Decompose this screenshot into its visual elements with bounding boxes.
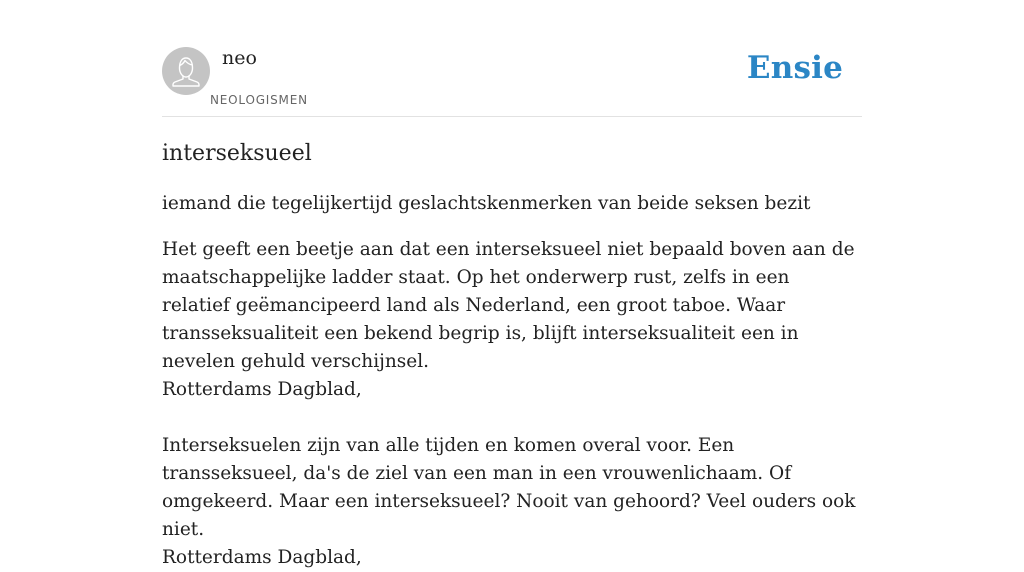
username-link[interactable]: neo bbox=[222, 47, 257, 69]
category-link[interactable]: NEOLOGISMEN bbox=[210, 93, 308, 107]
entry-word: interseksueel bbox=[162, 141, 312, 166]
entry-definition: iemand die tegelijkertijd geslachtskenmerken van beide seksen bezit bbox=[162, 193, 811, 214]
entry-content bbox=[162, 138, 862, 572]
entry-example: Het geeft een beetje aan dat een interseksueel niet bepaald boven aan de maatschappelijke ladder staat. Op het onderwerp rust, zelfs in een relatief geëmancipeerd land als Nederland, een groot taboe. Waar transseksualiteit een bekend begrip is, blijft interseksualiteit een in nevelen gehuld verschijnsel. Rotterdams Dagblad, Interseksuelen zijn van alle tijden en komen overal voor. Een transseksueel, da's de ziel van een man in een vrouwenlichaam. Of omgekeerd. Maar een interseksueel? Nooit van gehoord? Veel ouders ook niet. Rotterdams Dagblad, bbox=[162, 239, 856, 568]
site-logo[interactable]: Ensie bbox=[746, 50, 843, 86]
user-silhouette-icon bbox=[162, 47, 210, 95]
entry-header bbox=[162, 46, 862, 117]
avatar[interactable] bbox=[162, 47, 210, 95]
